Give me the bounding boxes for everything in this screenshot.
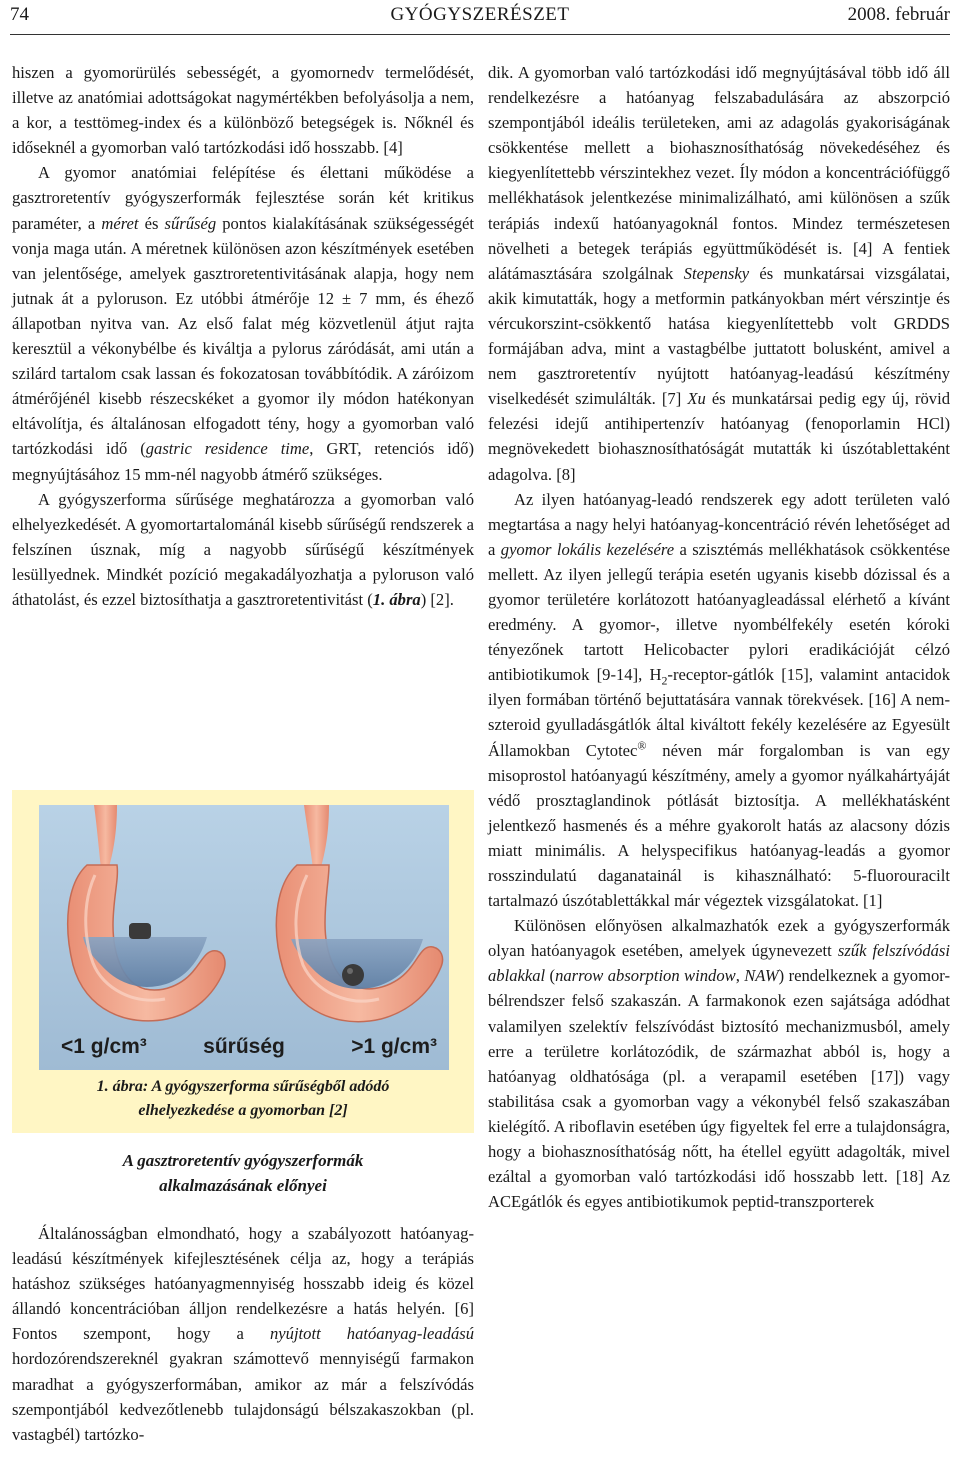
text-run: Xu [687,389,706,409]
text-run: ( [545,966,556,986]
sinking-pellet-icon [342,964,364,986]
text-run: szűk felszívódási ablakkal [488,941,950,986]
text-run: sűrűség [164,213,217,233]
section-heading [12,1148,474,1198]
text-run: A gyomor anatómiai felépítése és élettani működése a gasztroretentív gyógyszerformák fejlesztése során két kritikus paraméter, a [12,163,474,233]
text-run: NAW [744,966,779,986]
text-run: hordozórendszereknél gyakran számottevő mennyiségű farmakon maradhat a gyógyszerformában, amikor az már a felszívódás szempontjából kedvezőtlenebb tulajdonságú bélszakaszokban (pl. vastagbél) tartózko- [12,1349,474,1444]
paragraph [488,487,950,914]
text-run: ) rendelkeznek a gyomor-bélrendszer felső szakaszán. A farmakonok ezen sajátsága adódhat valamilyen szelektív felszívódást biztosító mechanizmusból, amely erre a területre korlátozódik, de származhat abból is, hogy a hatóanyag oldhatósága (pl. a verapamil esetében [17]) vagy stabilitása csak a gyomorban vagy a vékonybél felső szakaszában kielégítő. A riboflavin esetében úgy figyeltek fel erre a tulajdonságra, hogy a biohasznosíthatóság nőtt, ha étellel együtt adagolták, mivel ezáltal a gyomorban való tartózkodási idő hosszabb lett. [18] Az ACEgátlók és egyes antibiotikumok peptid-transzporterek [488,966,950,1212]
text-run: a szisztémás mellékhatások csökkentése mellett. Az ilyen jellegű terápia esetén ugyanis kisebb dózissal és a gyomor területére korlátozott hatóanyagleadással elérhető a kívánt eredmény. A gyomor-, illetve nyombélfekély esetén kóroki tényezőnek tartott Helicobacter pylori eradikációját célzó antibiotikumok [9-14], H [488,539,950,685]
right-column [488,60,950,1214]
paragraph [12,60,474,160]
text-run: , [735,966,745,986]
text-run: gyomor lokális kezelésére [500,539,675,559]
text-run: gastric residence time [145,439,310,459]
paragraph [488,913,950,1214]
page-number: 74 [10,4,29,25]
stomach-density-illustration [39,805,449,1070]
running-header [10,0,950,30]
header-rule [10,34,950,35]
section-heading-line-2: alkalmazásának előnyei [159,1176,327,1195]
text-run: ® [637,738,647,752]
paragraph [12,160,474,486]
figure-1 [12,790,474,1133]
left-column-top [12,60,474,612]
text-run: -receptor-gátlók [15], valamint antacidok ilyen formában történő bejuttatására vannak törekvések. [16] A nem-szteroid gyulladásgátlók által kiváltott fekély kezelésére az Egyesült Államokban Cytotec [488,665,950,760]
text-run: méret [101,213,139,233]
floating-tablet-icon [129,923,151,939]
text-run: hiszen a gyomorürülés sebességét, a gyomornedv termelődését, illetve az anatómiai adottságokat nagymértékben befolyásolja a nem, a kor, a testtömeg-index és a különböző betegségek is. Nőknél és időseknél a gyomorban való tartózkodási idő hosszabb. [4] [12,63,474,158]
text-run: , GRT, retenciós idő) megnyújtásához 15 mm-nél nagyobb átmérő szükséges. [12,439,474,484]
figure-caption-line-1: 1. ábra: A gyógyszerforma sűrűségből adódó [96,1078,390,1095]
text-run: néven már forgalomban is van egy misoprostol hatóanyagú készítmény, amely a gyomor nyálkahártyáját védő prosztaglandinok pótlását biztosítja. A mellékhatásként jelentkező hasmenés és a méhre gyakorolt hatás az alacsony dózis miatt minimális. A helyspecifikus hatóanyag-leadás a gyomor rosszindulatú daganatainál is kihasználható: 5-fluorouracilt tartalmazó úszótablettákkal már végeztek vizsgálatokat. [1] [488,740,951,911]
text-run: és [138,213,165,233]
text-run: nyújtott hatóanyag-leadású [269,1324,475,1344]
issue-date: 2008. február [847,4,950,25]
text-run: pontos kialakításának szükségességét vonja maga után. A méretnek különösen azon készítmények esetében van jelentősége, amelyek gasztroretentivitásának alapja, hogy nem jutnak át a pyloruson. Ez utóbbi átmérője 12 ± 7 mm, és éhező állapotban nyitva van. Az első falat még közvetlenül átjut rajta keresztül a vékonybélbe és kiváltja a pylorus záródását, ami után a szilárd tartalom csak lassan és fokozatosan továbbítódik. A záróizom átmérőjénél kisebb részecskéket a gyomor ily módon hatékonyan eltávolítja, és általánosan elfogadott tény, hogy a gyomorban való tartózkodási idő ( [12,213,474,459]
label-density: sűrűség [203,1035,285,1058]
paragraph [12,1221,474,1447]
label-high-density: >1 g/cm³ [351,1035,437,1058]
text-run: és munkatársai vizsgálatai, akik kimutatták, hogy a metformin patkányokban mért vérszintje és vércukorszint-csökkentő hatása kiegyenlítettebb volt GRDDS formájában adva, mint a vastagbélbe juttatott bolusként, amivel a nem gasztroretentív nyújtott hatóanyag-leadású készítmény viselkedését szimulálták. [7] [488,263,951,409]
section-heading-line-1: A gasztroretentív gyógyszerformák [122,1151,364,1170]
text-run: 2 [661,673,668,688]
text-run: Általánosságban elmondható, hogy a szabályozott hatóanyag-leadású készítmények kifejlesztésének célja az, hogy a terápiás hatáshoz szükséges hatóanyagmennyiség hosszabb ideig és közel állandó koncentrációban álljon rendelkezésre a hatás helyén. [6] Fontos szempont, hogy a [12,1224,474,1344]
paragraph [488,60,950,487]
text-run: 1. ábra [372,589,421,609]
text-run: ) [2]. [420,589,454,609]
text-run: narrow absorption window [555,966,736,986]
figure-caption [12,1075,474,1123]
paragraph [12,487,474,612]
text-run: és munkatársai pedig egy új, rövid felezési idejű antihipertenzív hatóanyag (fenoporlamin HCl) megnövekedett biohasznosíthatóságát mutatták ki úszótablettaként adagolva. [8] [488,389,950,484]
text-run: Az ilyen hatóanyag-leadó rendszerek egy adott területen való megtartása a nagy helyi hatóanyag-koncentráció révén lehetőséget ad a [488,489,950,559]
journal-title: GYÓGYSZERÉSZET [390,4,570,25]
text-run: A gyógyszerforma sűrűsége meghatározza a gyomorban való elhelyezkedését. A gyomortartalománál kisebb sűrűségű rendszerek a felszínen úsznak, míg a nagyobb sűrűségű készítmények lesüllyednek. Mindkét pozíció megakadályozhatja a pyloruson való áthatolást, és ezzel biztosíthatja a gasztroretentivitást ( [12,489,474,609]
figure-caption-line-2: elhelyezkedése a gyomorban [2] [138,1102,348,1119]
text-run: Stepensky [683,263,750,283]
label-low-density: <1 g/cm³ [61,1035,147,1058]
text-run: Különösen előnyösen alkalmazhatók ezek a gyógyszerformák olyan hatóanyagok esetében, amelyek úgynevezett [488,916,950,961]
left-column-bottom [12,1221,474,1447]
text-run: dik. A gyomorban való tartózkodási idő megnyújtásával több idő áll rendelkezésre a hatóanyag felszabadulására az abszorpció szempontjából ideális területeken, ami az adagolás gyakoriságának csökkentése mellett a biohasznosíthatóság növekedéséhez és kiegyenlítettebb vérszintekhez vezet. Íly módon a koncentrációfüggő mellékhatások jelentkezése minimalizálható, ami különösen a szűk terápiás indexű hatóanyagoknál fontos. Mindez természetesen növelheti a betegek terápiás együttműködését is. [4] A fentiek alátámasztására szolgálnak [488,63,950,283]
